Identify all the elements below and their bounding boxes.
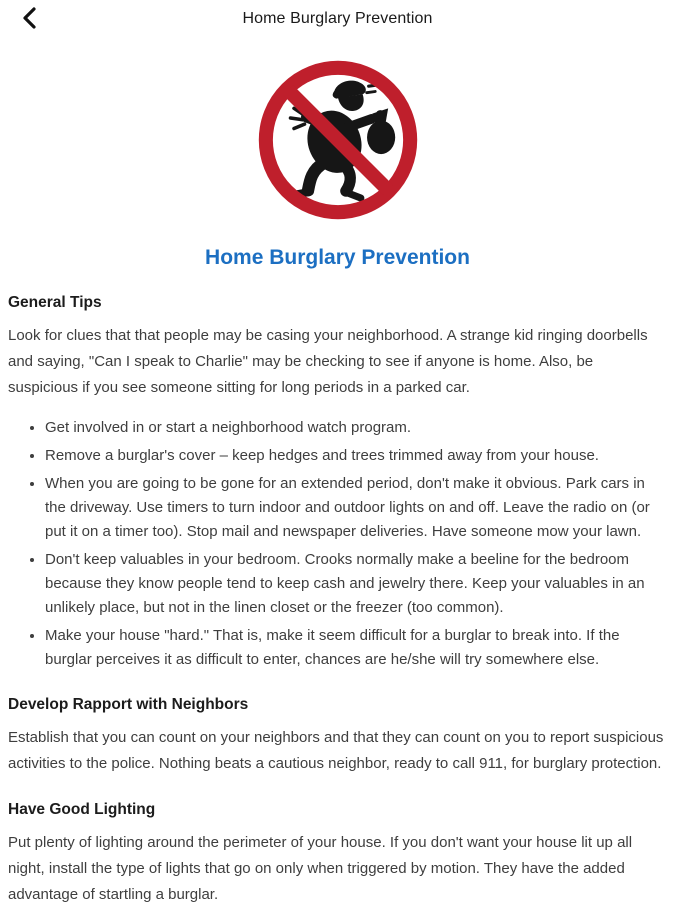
paragraph: Establish that you can count on your neighbors and that they can count on you to report suspicious activities to the police. Nothing beats a cautious neighbor, ready to call 911, for burglary protection. xyxy=(8,729,664,772)
list-item: • Don't keep valuables in your bedroom. Crooks normally make a beeline for the bedroom because they know people tend to keep cash and jewelry there. Keep your valuables in an unlikely place, but not in the linen closet or the freezer (too common). xyxy=(45,548,667,620)
list-item: • Get involved in or start a neighborhood watch program. xyxy=(45,416,667,440)
chevron-left-icon xyxy=(21,7,37,32)
article-title: Home Burglary Prevention xyxy=(205,246,470,269)
tips-list xyxy=(8,416,667,672)
section-heading-good-lighting: Have Good Lighting xyxy=(8,801,156,818)
list-item: • Remove a burglar's cover – keep hedges and trees trimmed away from your house. xyxy=(45,444,667,468)
top-bar xyxy=(0,0,675,38)
article-content xyxy=(0,38,675,908)
paragraph: Look for clues that that people may be casing your neighborhood. A strange kid ringing doorbells and saying, "Can I speak to Charlie" may be checking to see if anyone is home. Also, be suspicious if you see someone sitting for long periods in a parked car. xyxy=(8,327,648,396)
section-heading-develop-rapport: Develop Rapport with Neighbors xyxy=(8,696,249,713)
list-item: • Make your house "hard." That is, make it seem difficult for a burglar to break into. If the burglar perceives it as difficult to enter, chances are he/she will try somewhere else. xyxy=(45,624,667,672)
section-heading-general-tips: General Tips xyxy=(8,294,102,311)
back-button[interactable] xyxy=(12,3,46,35)
list-item: • When you are going to be gone for an extended period, don't make it obvious. Park cars in the driveway. Use timers to turn indoor and outdoor lights on and off. Leave the radio on (or put it on a timer too). Stop mail and newspaper deliveries. Have someone mow your lawn. xyxy=(45,472,667,544)
article-image xyxy=(8,38,667,233)
top-bar-title: Home Burglary Prevention xyxy=(242,10,433,27)
paragraph: Put plenty of lighting around the perimeter of your house. If you don't want your house lit up all night, install the type of lights that go on only when triggered by motion. They have the added advantage of startling a burglar. xyxy=(8,834,633,903)
no-burglar-icon xyxy=(250,52,426,233)
